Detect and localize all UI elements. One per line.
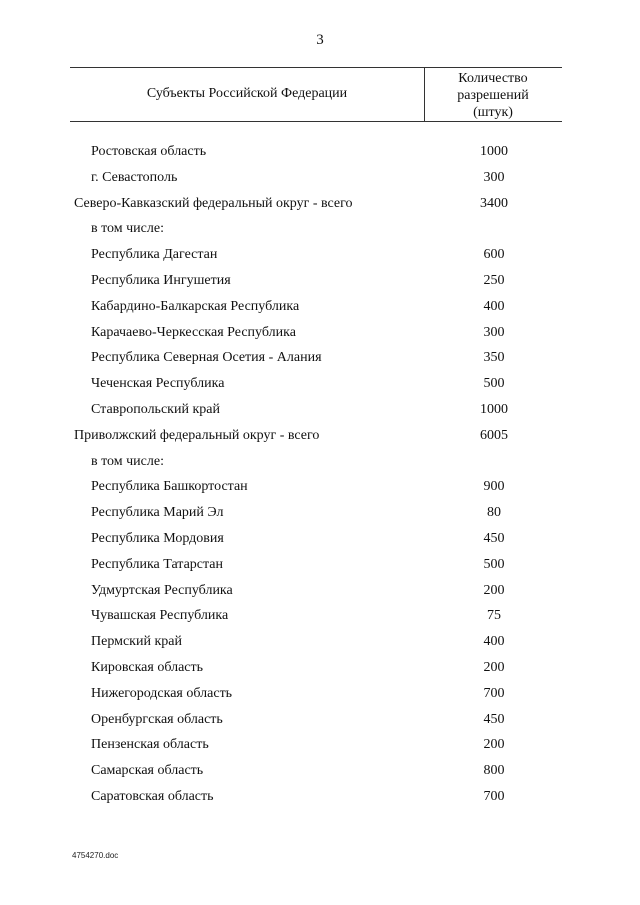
table-row (0, 348, 640, 374)
table-row (0, 245, 640, 271)
table-row (0, 168, 640, 194)
row-permit-count: 3400 (480, 195, 508, 211)
row-subject-name: Самарская область (91, 763, 204, 779)
table-header-bottom-rule (70, 121, 562, 122)
table-row (0, 632, 640, 658)
row-permit-count: 6005 (480, 427, 508, 443)
row-permit-count: 1000 (480, 401, 508, 417)
table-row (0, 710, 640, 736)
column-header-count-line: (штук) (473, 105, 513, 120)
row-subject-name: Чувашская Республика (91, 608, 229, 624)
table-row (0, 297, 640, 323)
table-body (0, 142, 640, 813)
row-subject-name: Нижегородская область (91, 685, 233, 701)
row-subject-name: Карачаево-Черкесская Республика (91, 324, 296, 340)
column-header-subjects: Субъекты Российской Федерации (146, 86, 348, 101)
row-permit-count: 300 (483, 169, 505, 185)
table-row (0, 323, 640, 349)
row-subject-name: г. Севастополь (91, 169, 178, 185)
table-row (0, 581, 640, 607)
row-permit-count: 350 (483, 350, 505, 366)
column-header-count-line: Количество (458, 71, 528, 86)
table-row (0, 761, 640, 787)
row-permit-count: 75 (487, 608, 501, 624)
table-row (0, 219, 640, 245)
table-row (0, 142, 640, 168)
page-number: 3 (316, 32, 324, 48)
table-row (0, 787, 640, 813)
table-row (0, 606, 640, 632)
row-subject-name: Пензенская область (91, 737, 209, 753)
row-permit-count: 500 (483, 556, 505, 572)
row-subject-name: Республика Марий Эл (91, 505, 224, 521)
row-subject-name: Кабардино-Балкарская Республика (91, 298, 300, 314)
table-top-rule (70, 67, 562, 68)
row-permit-count: 800 (483, 763, 505, 779)
district-total-row (0, 194, 640, 220)
row-permit-count: 450 (483, 530, 505, 546)
table-row (0, 374, 640, 400)
row-subject-name: Оренбургская область (91, 711, 223, 727)
row-subject-name: Саратовская область (91, 788, 214, 804)
row-subject-name: Приволжский федеральный округ - всего (74, 427, 320, 443)
table-row (0, 555, 640, 581)
table-row (0, 503, 640, 529)
row-subject-name: Северо-Кавказский федеральный округ - всего (74, 195, 353, 211)
table-row (0, 684, 640, 710)
row-subject-name: в том числе: (91, 453, 164, 469)
row-permit-count: 450 (483, 711, 505, 727)
column-header-count-line: разрешений (457, 88, 529, 103)
row-permit-count: 80 (487, 505, 501, 521)
row-permit-count: 600 (483, 247, 505, 263)
row-subject-name: Чеченская Республика (91, 376, 225, 392)
row-permit-count: 200 (483, 659, 505, 675)
row-permit-count: 300 (483, 324, 505, 340)
row-permit-count: 250 (483, 272, 505, 288)
row-subject-name: Республика Северная Осетия - Алания (91, 350, 322, 366)
table-row (0, 735, 640, 761)
row-permit-count: 200 (483, 582, 505, 598)
row-subject-name: Ростовская область (91, 144, 207, 159)
row-subject-name: Удмуртская Республика (91, 582, 233, 598)
column-header-count (424, 70, 562, 121)
row-permit-count: 900 (483, 479, 505, 495)
row-subject-name: Республика Башкортостан (91, 479, 248, 495)
row-subject-name: Республика Ингушетия (91, 272, 231, 288)
document-reference: 4754270.doc (72, 851, 119, 860)
row-subject-name: Республика Татарстан (91, 556, 224, 572)
row-subject-name: Кировская область (91, 659, 204, 675)
row-subject-name: Ставропольский край (91, 401, 220, 417)
row-permit-count: 500 (483, 376, 505, 392)
district-total-row (0, 426, 640, 452)
row-subject-name: Республика Мордовия (91, 530, 224, 546)
row-permit-count: 1000 (480, 144, 508, 159)
table-row (0, 658, 640, 684)
table-row (0, 400, 640, 426)
table-row (0, 529, 640, 555)
row-permit-count: 700 (483, 788, 505, 804)
row-permit-count: 700 (483, 685, 505, 701)
table-row (0, 477, 640, 503)
row-permit-count: 400 (483, 298, 505, 314)
row-subject-name: Республика Дагестан (91, 247, 218, 263)
row-permit-count: 200 (483, 737, 505, 753)
row-subject-name: в том числе: (91, 221, 164, 237)
row-subject-name: Пермский край (91, 634, 182, 650)
table-row (0, 271, 640, 297)
table-row (0, 452, 640, 478)
row-permit-count: 400 (483, 634, 505, 650)
